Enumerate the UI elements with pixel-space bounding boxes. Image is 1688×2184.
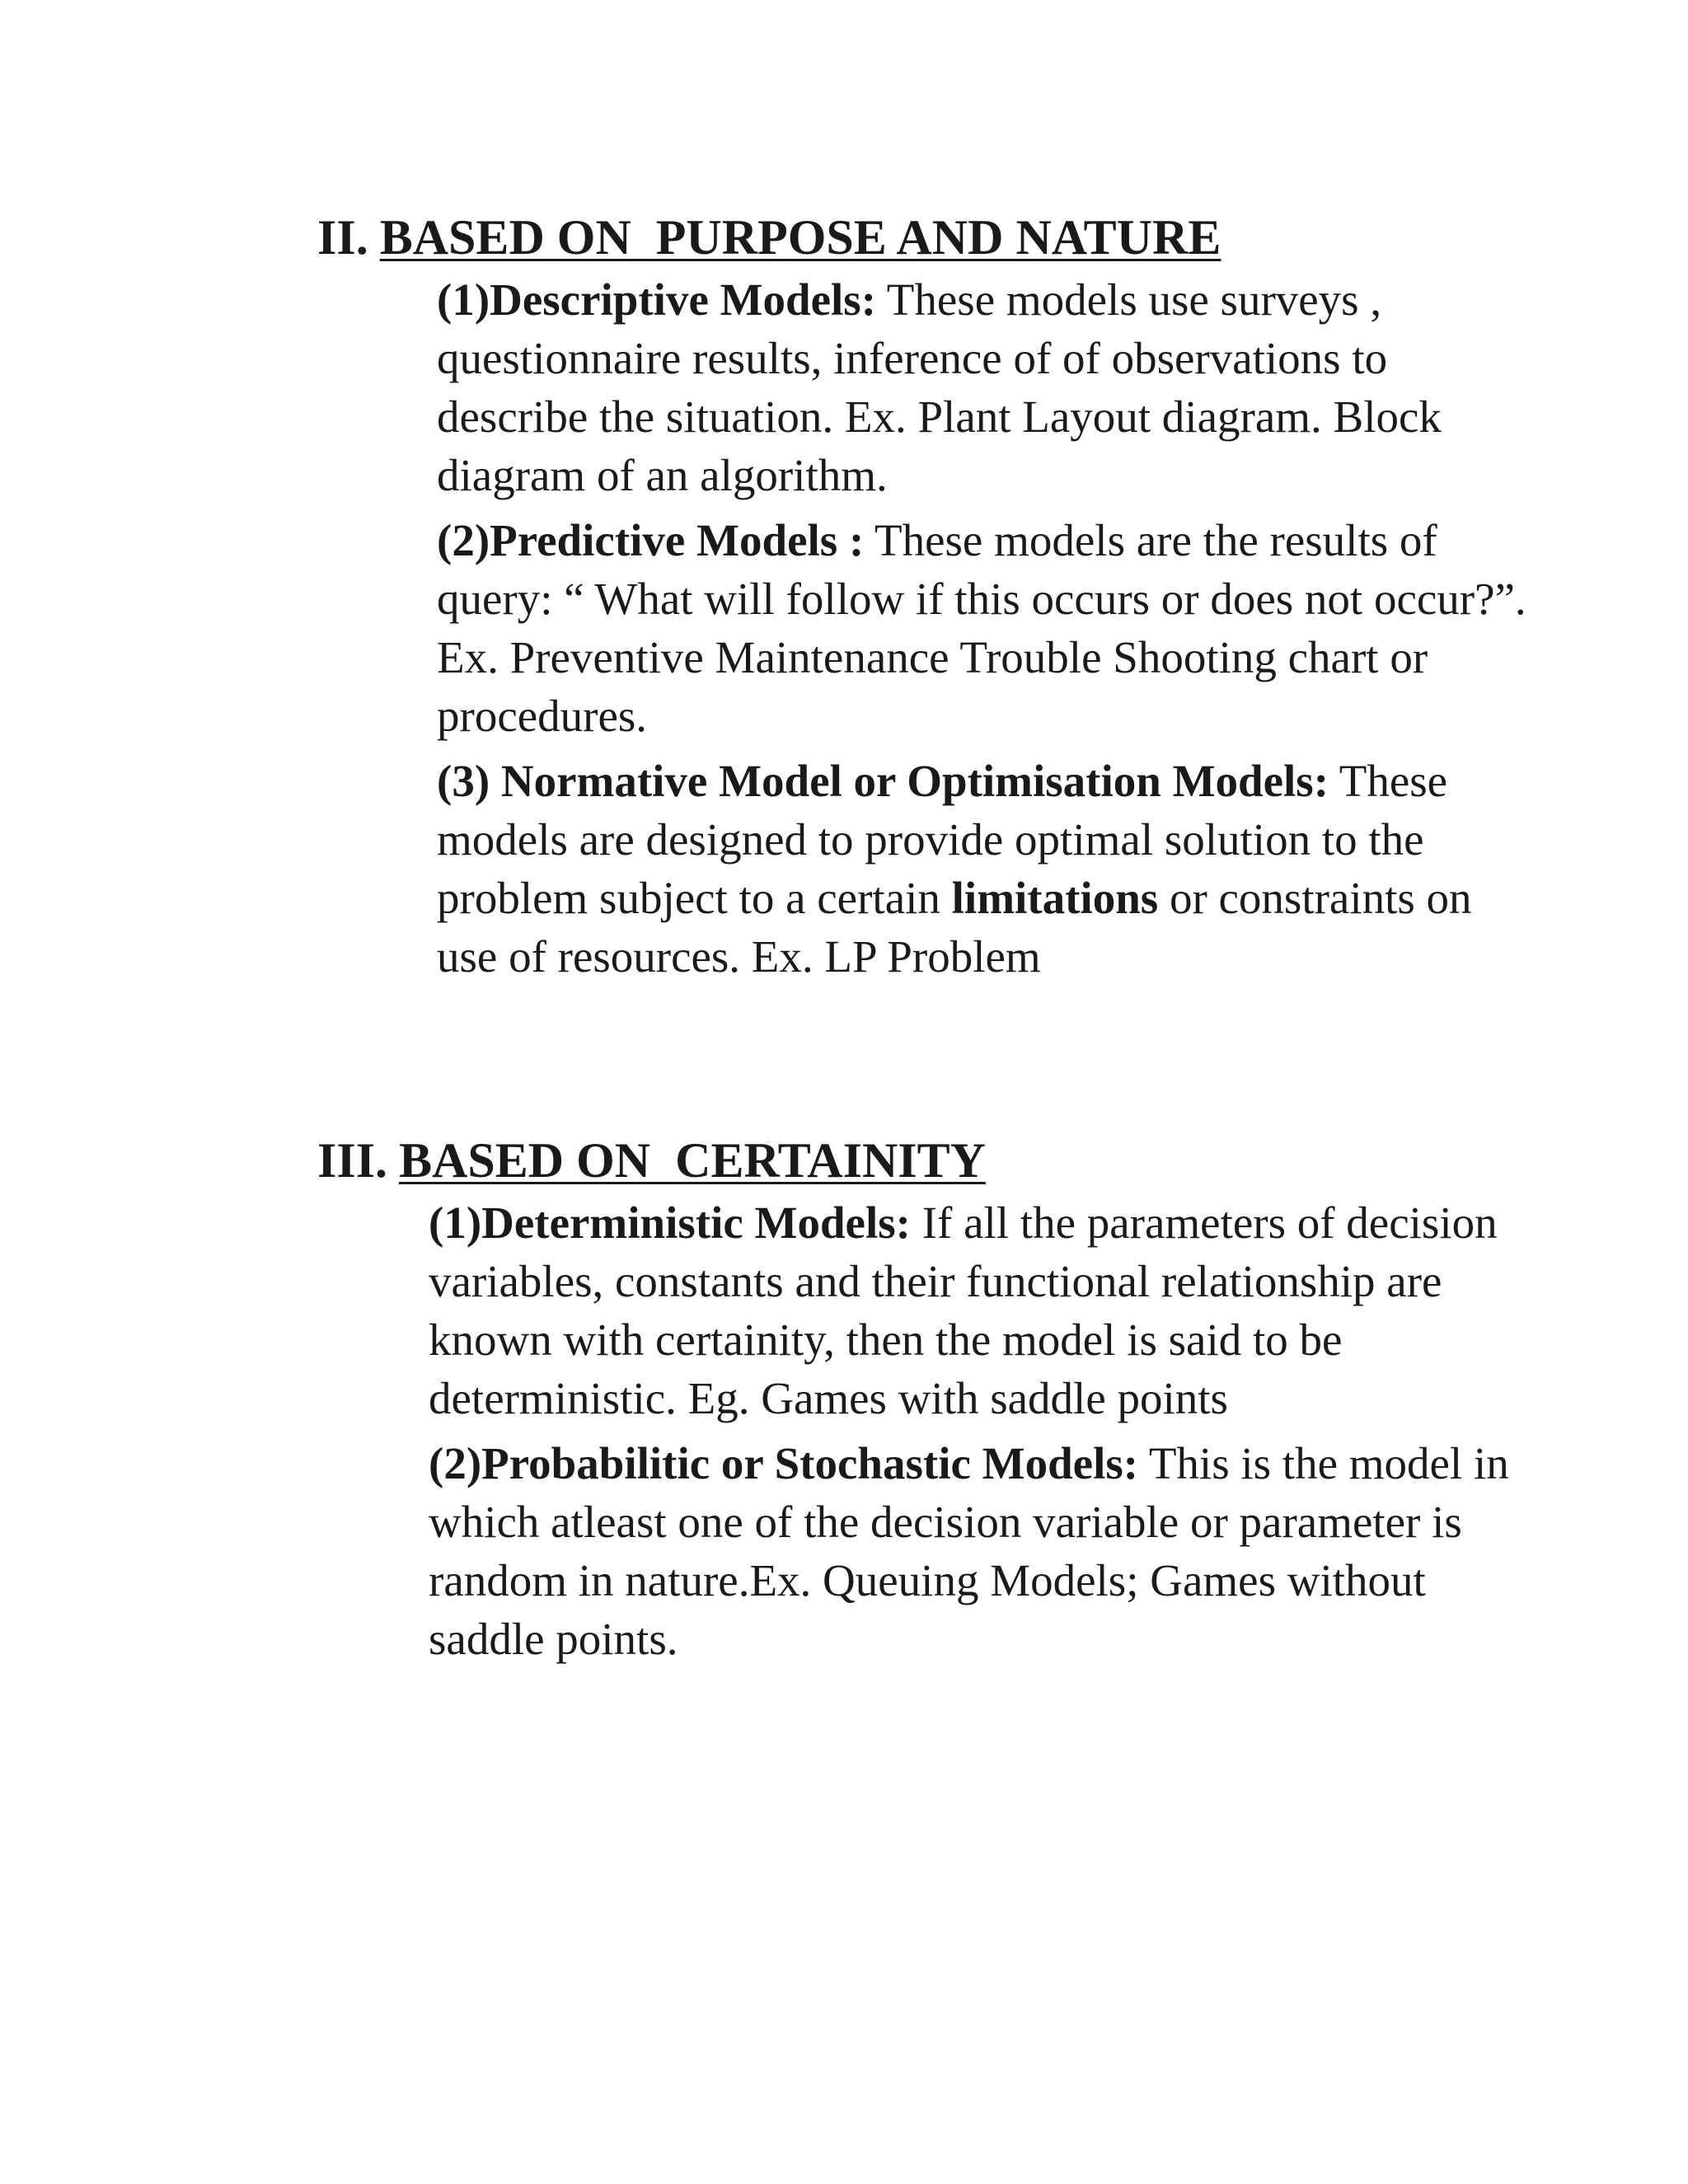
item-term: (1)Descriptive Models: [437,274,877,325]
item-text: These models are designed to provide optimal solution to the problem subject to a certain [437,756,1448,923]
descriptive-models-item [437,270,1533,504]
section-title: BASED ON PURPOSE AND NATURE [379,210,1221,265]
stochastic-models-item [429,1434,1525,1668]
section-certainity [317,1127,1512,1675]
item-term: (3) Normative Model or Optimisation Models: [437,756,1329,806]
item-term: (2)Probabilitic or Stochastic Models: [429,1438,1139,1488]
section-number: III. [317,1133,388,1188]
section-number: II. [317,210,368,265]
normative-models-item [437,752,1533,986]
section-heading [317,1127,1512,1193]
item-term: (1)Deterministic Models: [429,1197,911,1248]
model-list [437,270,1526,986]
section-title: BASED ON CERTAINITY [399,1133,986,1188]
item-emphasis: limitations [951,873,1159,923]
item-text: If all the parameters of decision variables, constants and their functional relationship are known with certainity, then the model is said to be deterministic. Eg. Games with saddle points [429,1197,1498,1423]
item-text: This is the model in which atleast one of the decision variable or parameter is random in nature.Ex. Queuing Models; Games without saddle points. [429,1438,1509,1664]
item-text: These models use surveys , questionnaire results, inference of of observations to describe the situation. Ex. Plant Layout diagram. Block diagram of an algorithm. [437,274,1442,500]
section-heading [317,204,1512,270]
item-text: These models are the results of query: “ What will follow if this occurs or does not occur?”. Ex. Preventive Maintenance Trouble Shooting chart or procedures. [437,515,1526,741]
model-list [429,1193,1512,1668]
item-term: (2)Predictive Models : [437,515,865,565]
section-purpose-and-nature [317,204,1526,992]
deterministic-models-item [429,1193,1525,1427]
predictive-models-item [437,511,1533,745]
item-text: or constraints on use of resources. Ex. LP Problem [437,873,1472,982]
